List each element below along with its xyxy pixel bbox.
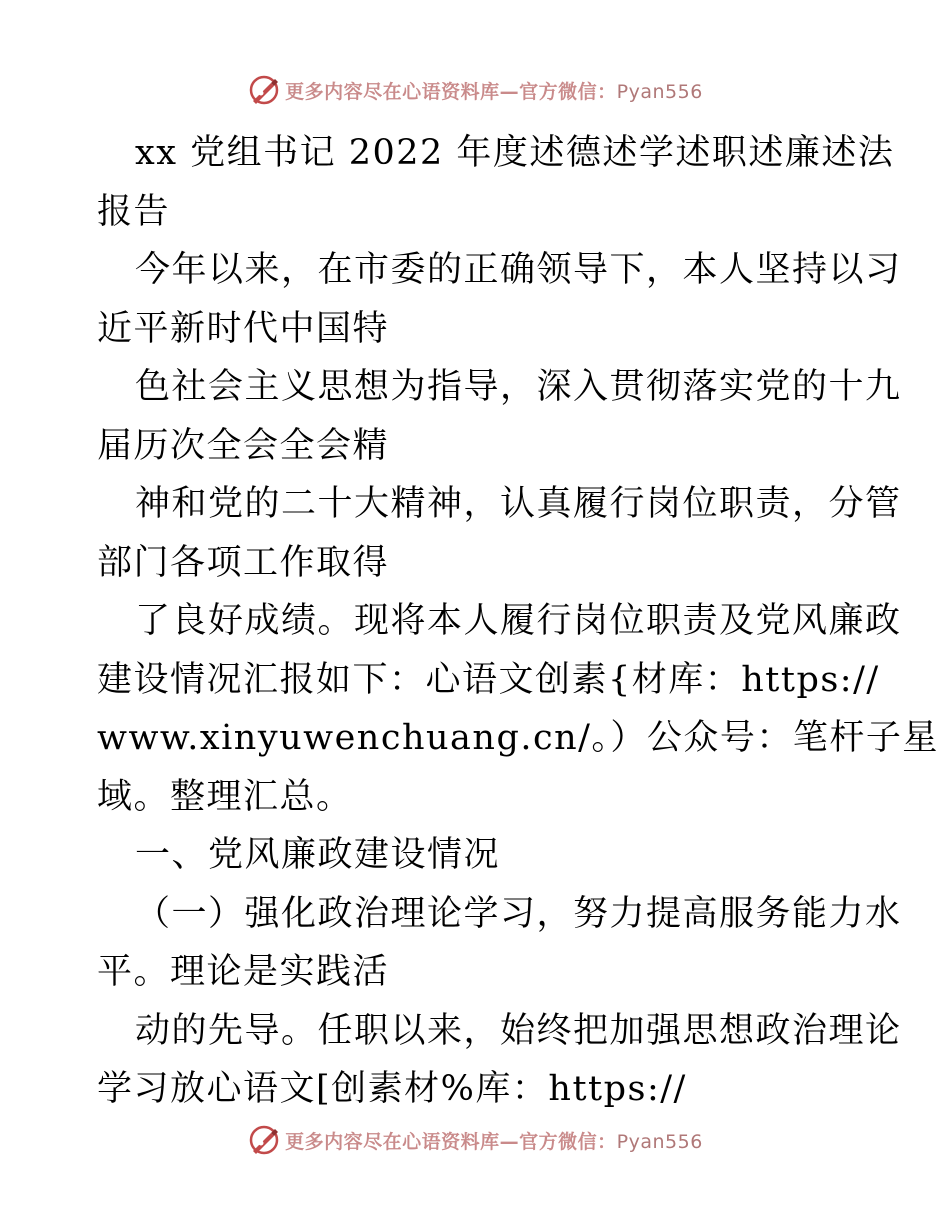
paragraph-line: 届历次全会全会精: [97, 425, 390, 466]
paragraph-line: 学习放心语文[创素材%库：https://: [97, 1069, 687, 1109]
paragraph-line: 域。整理汇总。: [97, 776, 353, 817]
paragraph-line: 近平新时代中国特: [97, 308, 390, 349]
pen-logo-icon: [247, 1123, 281, 1157]
doc-title-line-2: 报告: [97, 191, 171, 232]
banner-text: 更多内容尽在心语资料库—官方微信：Pyan556: [285, 1130, 703, 1153]
doc-title-line-1: xx 党组书记 2022 年度述德述学述职述廉述法: [135, 133, 895, 173]
paragraph-line: 部门各项工作取得: [97, 542, 390, 583]
banner-text: 更多内容尽在心语资料库—官方微信：Pyan556: [285, 80, 703, 103]
paragraph-line: 今年以来，在市委的正确领导下，本人坚持以习: [135, 250, 902, 290]
paragraph-line: www.xinyuwenchuang.cn/。）公众号：笔杆子星: [97, 718, 939, 758]
document-body: [97, 124, 939, 1119]
footer-watermark-banner: [0, 1118, 950, 1162]
paragraph-line: 了良好成绩。现将本人履行岗位职责及党风廉政: [135, 601, 902, 641]
subsection-heading: （一）强化政治理论学习，努力提高服务能力水: [135, 893, 902, 934]
paragraph-line: 神和党的二十大精神，认真履行岗位职责，分管: [135, 484, 902, 524]
paragraph-line: 色社会主义思想为指导，深入贯彻落实党的十九: [135, 367, 902, 407]
paragraph-line: 平。理论是实践活: [97, 952, 390, 992]
paragraph-line: 建设情况汇报如下：心语文创素{材库：https://: [97, 659, 880, 700]
paragraph-line: 动的先导。任职以来，始终把加强思想政治理论: [135, 1010, 902, 1051]
header-watermark-banner: [0, 68, 950, 112]
section-heading: 一、党风廉政建设情况: [135, 835, 501, 875]
wechat-id: Pyan556: [616, 1130, 703, 1153]
wechat-id: Pyan556: [616, 80, 703, 103]
pen-logo-icon: [247, 73, 281, 107]
